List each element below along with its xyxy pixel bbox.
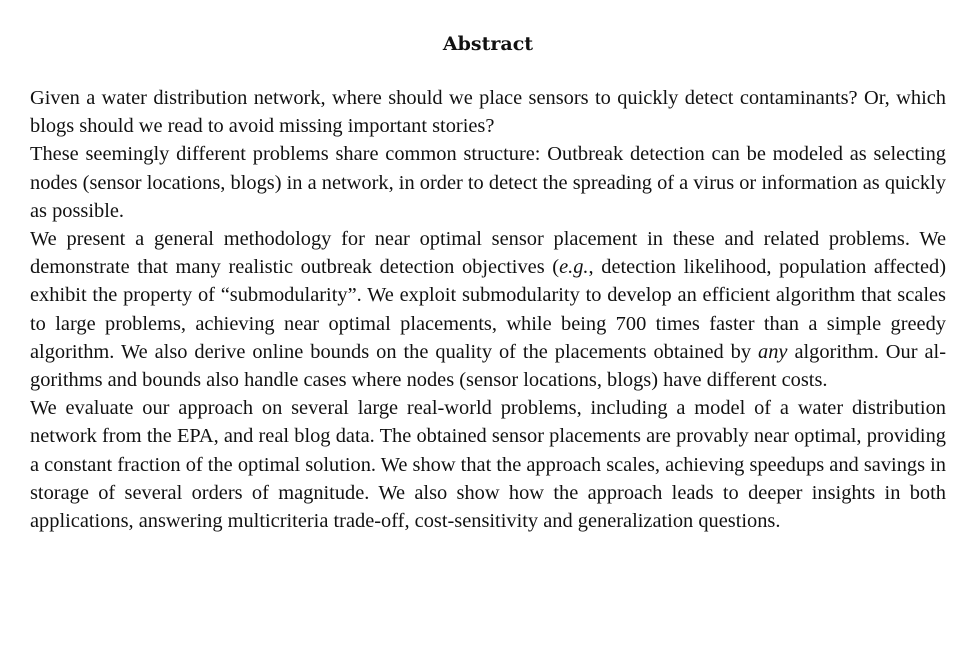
abstract-paragraph-4: We evaluate our approach on several large real-world problems, including a model of a water distribution network from the EPA, and real blog data. The obtained sensor placements are provably near optimal, providing a constant fraction of the optimal solution. We show that the approach scales, achieving speedups and savings in storage of several orders of magnitude. We also show how the approach leads to deeper insights in both applications, answering multicriteria trade-off, cost-sensitivity and generalization questions. bbox=[30, 397, 946, 533]
paragraph-3-text-a: We present a general methodology for near optimal sensor placement in these and related problems. We demonstrate that many realistic outbreak detection objectives ( bbox=[30, 228, 946, 279]
eg-abbreviation: e.g. bbox=[559, 256, 589, 279]
paragraph-3-text-b: , detection likelihood, population affected) exhibit the property of “submodularity”. We exploit submodularity to develop an efficient algorithm that scales to large problems, achieving near optimal placements, while being 700 times faster than a simple greedy algorithm. We also derive online bounds on the quality of the placements obtained by bbox=[30, 256, 946, 363]
paragraph-3-text-c: algorithm. Our algorithms and bounds also handle cases where nodes (sensor locations, blogs) have different costs. bbox=[30, 340, 946, 392]
abstract-title: Abstract bbox=[442, 33, 534, 55]
abstract-paragraph-2: These seemingly different problems share common structure: Outbreak detection can be modeled as selecting nodes (sensor locations, blogs) in a network, in order to detect the spreading of a virus or information as quickly as possible. bbox=[30, 143, 946, 222]
abstract-paragraph-3 bbox=[30, 225, 946, 394]
abstract-body bbox=[30, 84, 946, 535]
abstract-paragraph-1: Given a water distribution network, where should we place sensors to quickly detect contaminants? Or, which blogs should we read to avoid missing important stories? bbox=[30, 87, 946, 138]
any-emphasis: any bbox=[758, 340, 788, 363]
